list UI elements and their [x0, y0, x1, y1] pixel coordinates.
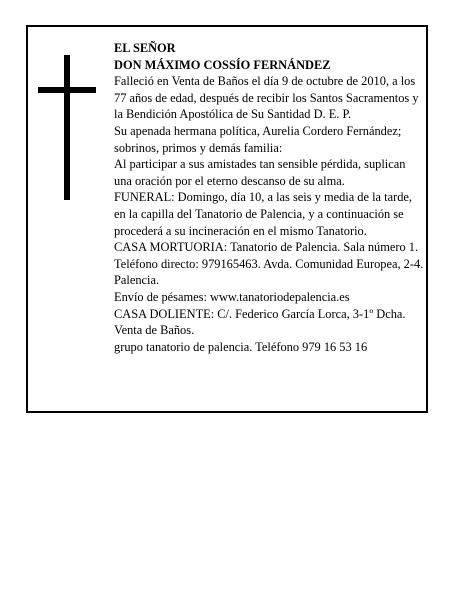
notice-text — [114, 40, 426, 355]
condolences-website: Envío de pésames: www.tanatoriodepalencia.es — [114, 289, 350, 304]
mortuary-details: CASA MORTUORIA: Tanatorio de Palencia. Sala número 1. Teléfono directo: 979165463. Avda. Comunidad Europea, 2-4. Palencia. — [114, 240, 424, 288]
cross-vertical-bar — [64, 55, 70, 200]
family-home-address: CASA DOLIENTE: C/. Federico García Lorca, 3-1º Dcha. Venta de Baños. — [114, 306, 406, 338]
cross-horizontal-bar — [38, 87, 96, 93]
notice-title-line1: EL SEÑOR — [114, 41, 176, 55]
family-mourners: Su apenada hermana política, Aurelia Cordero Fernández; sobrinos, primos y demás familia: — [114, 123, 402, 155]
cross-icon — [38, 55, 100, 200]
prayer-request: Al participar a sus amistades tan sensible pérdida, suplican una oración por el eterno descanso de su alma. — [114, 157, 406, 188]
death-announcement: Falleció en Venta de Baños el día 9 de octubre de 2010, a los 77 años de edad, después de recibir los Santos Sacramentos y la Bendición Apostólica de Su Santidad D. E. P. — [114, 74, 419, 122]
funeral-home-contact: grupo tanatorio de palencia. Teléfono 979 16 53 16 — [114, 339, 368, 354]
funeral-details: FUNERAL: Domingo, día 10, a las seis y media de la tarde, en la capilla del Tanatorio de Palencia, y a continuación se procederá a su incineración en el mismo Tanatorio. — [114, 190, 413, 238]
obituary-notice — [26, 25, 428, 413]
notice-title-line2: DON MÁXIMO COSSÍO FERNÁNDEZ — [114, 57, 331, 72]
